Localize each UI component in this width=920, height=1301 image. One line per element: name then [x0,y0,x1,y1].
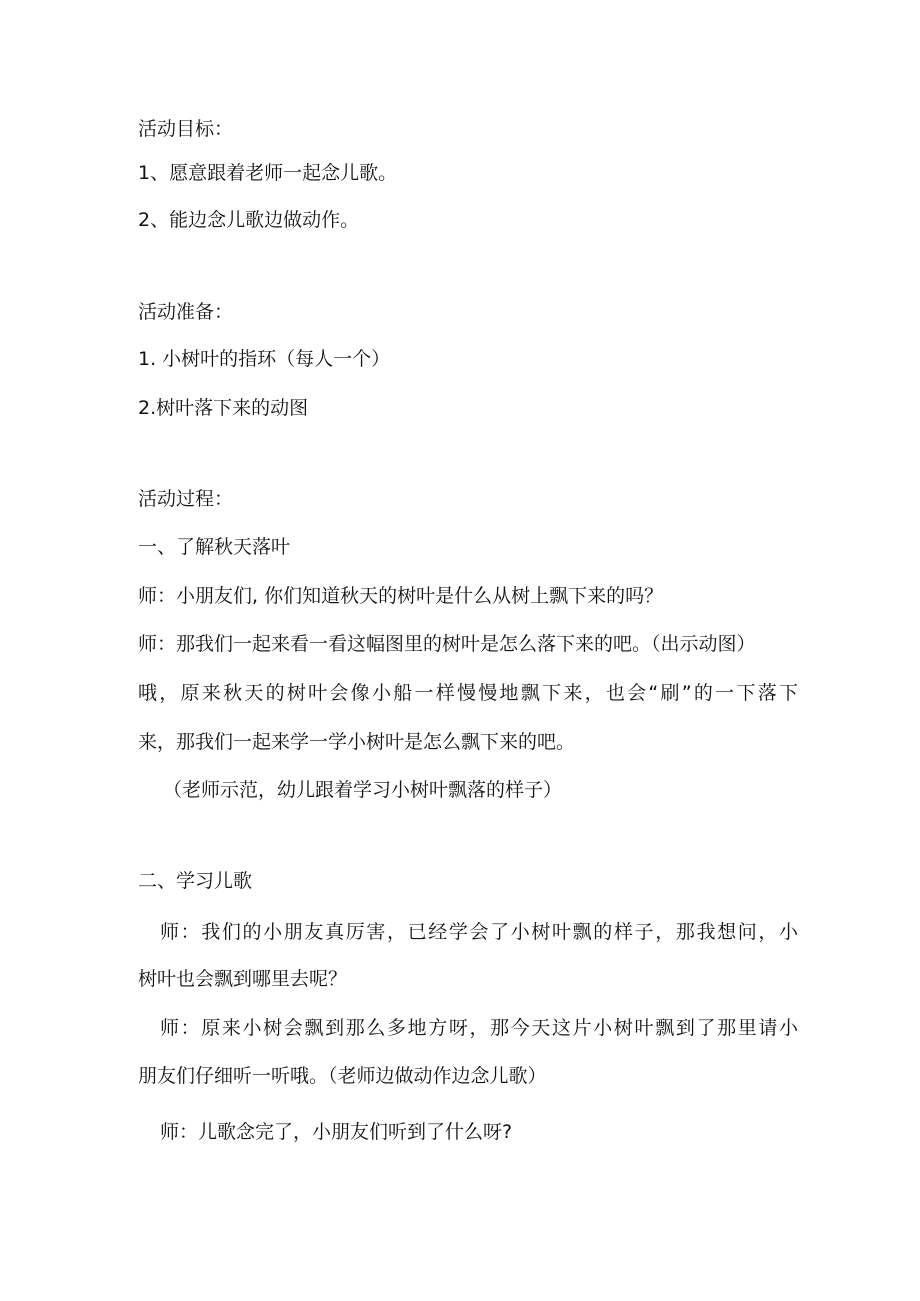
section-title-part2: 二、学习儿歌 [138,870,253,892]
dialogue-line: 来，那我们一起来学一学小树叶是怎么飘下来的吧。 [138,731,576,753]
dialogue-line: 哦，原来秋天的树叶会像小船一样慢慢地飘下来，也会“刷”的一下落下 [138,682,798,704]
dialogue-line: 师：我们的小朋友真厉害，已经学会了小树叶飘的样子，那我想问，小 [160,921,798,943]
dialogue-line: 师：小朋友们, 你们知道秋天的树叶是什么从树上飘下来的吗？ [138,585,664,607]
section-title-part1: 一、了解秋天落叶 [138,536,291,558]
objective-item: 2、能边念儿歌边做动作。 [138,209,360,231]
stage-direction: （老师示范，幼儿跟着学习小树叶飘落的样子） [163,779,563,801]
preparation-item: 1. 小树叶的指环（每人一个） [138,348,391,370]
preparation-heading: 活动准备： [138,301,234,323]
process-heading: 活动过程： [138,488,234,510]
preparation-item: 2.树叶落下来的动图 [138,397,309,419]
dialogue-line: 师：儿歌念完了，小朋友们听到了什么呀? [160,1121,513,1143]
dialogue-line: 师：原来小树会飘到那么多地方呀，那今天这片小树叶飘到了那里请小 [160,1017,798,1039]
objectives-heading: 活动目标： [138,118,234,140]
dialogue-line: 朋友们仔细听一听哦。（老师边做动作边念儿歌） [138,1065,547,1087]
dialogue-line: 树叶也会飘到哪里去呢？ [138,968,348,990]
objective-item: 1、愿意跟着老师一起念儿歌。 [138,162,398,184]
dialogue-line: 师：那我们一起来看一看这幅图里的树叶是怎么落下来的吧。（出示动图） [138,633,756,655]
